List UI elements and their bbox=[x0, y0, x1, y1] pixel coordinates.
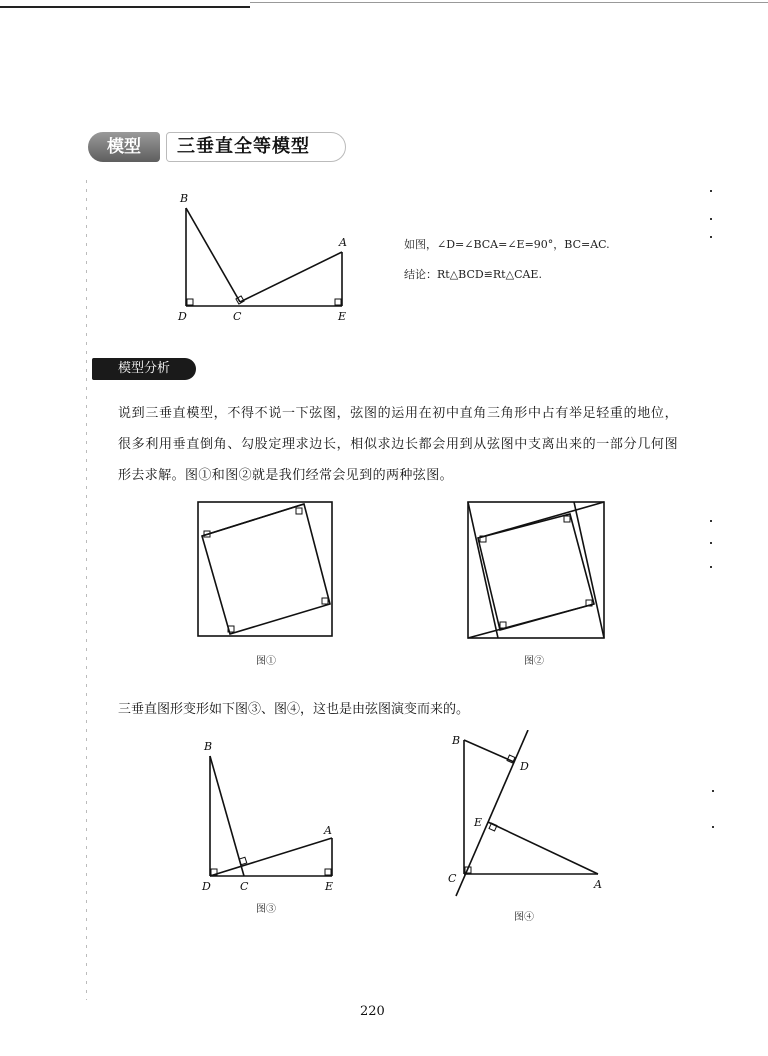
scan-speck bbox=[710, 566, 712, 568]
caption-fig4: 图④ bbox=[514, 912, 534, 923]
scan-speck bbox=[712, 826, 714, 828]
fig4-label-E: E bbox=[474, 816, 483, 829]
top-rule bbox=[0, 6, 250, 8]
figure-1 bbox=[196, 500, 336, 640]
caption-fig1: 图① bbox=[256, 656, 276, 667]
scan-speck bbox=[712, 790, 714, 792]
page-number: 220 bbox=[360, 1004, 385, 1019]
fig3-label-D: D bbox=[202, 880, 211, 893]
scan-speck bbox=[710, 190, 712, 192]
scan-speck bbox=[710, 218, 712, 220]
label-B: B bbox=[180, 192, 189, 205]
section-banner bbox=[88, 128, 338, 166]
banner-tag: 模型 bbox=[88, 132, 160, 162]
scan-speck bbox=[710, 520, 712, 522]
conclusion-text: 结论：Rt△BCD≌Rt△CAE. bbox=[404, 268, 542, 281]
fig3-label-B: B bbox=[204, 740, 213, 753]
figure-4 bbox=[444, 730, 614, 902]
section-tag: 模型分析 bbox=[92, 358, 196, 380]
fig4-label-D: D bbox=[520, 760, 529, 773]
scan-speck bbox=[710, 236, 712, 238]
caption-fig2: 图② bbox=[524, 656, 544, 667]
fig3-label-A: A bbox=[324, 824, 332, 837]
fig3-label-C: C bbox=[240, 880, 249, 893]
figure-3 bbox=[196, 738, 346, 896]
label-D: D bbox=[178, 310, 187, 323]
fig4-label-C: C bbox=[448, 872, 457, 885]
page-title: 三垂直全等模型 bbox=[166, 132, 346, 162]
fig4-label-A: A bbox=[594, 878, 602, 891]
model-figure bbox=[168, 186, 368, 326]
fig3-label-E: E bbox=[325, 880, 334, 893]
label-A: A bbox=[339, 236, 347, 249]
caption-fig3: 图③ bbox=[256, 904, 276, 915]
label-E: E bbox=[338, 310, 347, 323]
analysis-paragraph: 说到三垂直模型，不得不说一下弦图，弦图的运用在初中直角三角形中占有举足轻重的地位，很多利用垂直倒角、勾股定理求边长，相似求边长都会用到从弦图中支离出来的一部分几何图形去求解。图①和图②就是我们经常会见到的两种弦图。 bbox=[118, 406, 678, 483]
scan-speck bbox=[710, 542, 712, 544]
fig4-label-B: B bbox=[452, 734, 461, 747]
figure-2 bbox=[466, 500, 608, 642]
given-text: 如图，∠D=∠BCA=∠E=90°，BC=AC. bbox=[404, 238, 610, 251]
label-C: C bbox=[233, 310, 242, 323]
binding-margin bbox=[86, 180, 87, 1000]
top-rule-thin bbox=[250, 2, 768, 3]
transition-text: 三垂直图形变形如下图③、图④，这也是由弦图演变而来的。 bbox=[118, 702, 470, 717]
